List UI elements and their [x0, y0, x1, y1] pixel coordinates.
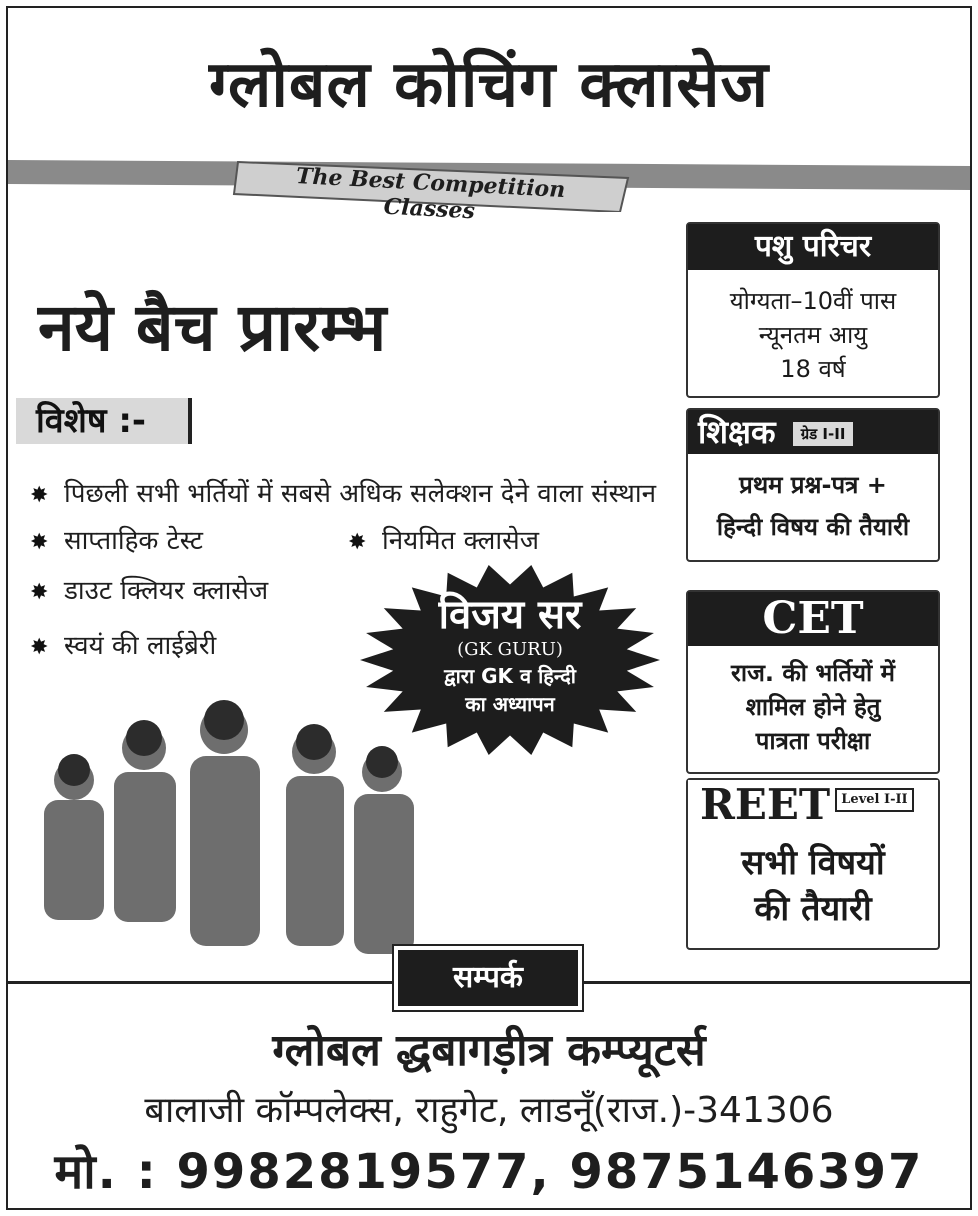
teacher-alias: (GK GURU): [457, 639, 563, 660]
feature-label: डाउट क्लियर क्लासेज: [64, 576, 269, 606]
course-header: [688, 410, 938, 454]
feature-label: स्वयं की लाईब्रेरी: [64, 631, 217, 661]
teacher-line-2: का अध्यापन: [465, 692, 555, 716]
course-box-shikshak: [686, 408, 940, 562]
course-line: सभी विषयों: [741, 843, 885, 883]
teacher-line-1: द्वारा GK व हिन्दी: [444, 664, 576, 688]
course-title: शिक्षक: [698, 413, 776, 451]
grade-badge: ग्रेड I-II: [793, 422, 854, 446]
course-line: राज. की भर्तियों में: [731, 659, 895, 687]
burst-star-icon: ✸: [30, 530, 49, 555]
course-line: हिन्दी विषय की तैयारी: [716, 513, 910, 541]
burst-star-icon: ✸: [30, 635, 49, 660]
course-box-reet: [686, 778, 940, 950]
burst-star-icon: ✸: [30, 483, 49, 508]
list-item: [30, 478, 656, 512]
course-title: REET: [700, 780, 831, 829]
features-heading: विशेष :-: [16, 398, 192, 444]
burst-star-icon: ✸: [30, 580, 49, 605]
burst-star-icon: ✸: [348, 530, 367, 555]
course-line: पात्रता परीक्षा: [755, 727, 871, 755]
list-item: [30, 575, 268, 609]
new-batch-heading: नये बैच प्रारम्भ: [38, 289, 387, 366]
level-badge: Level I-II: [835, 788, 913, 812]
list-item: [30, 525, 203, 559]
list-item: [348, 525, 539, 559]
list-item: [30, 630, 216, 664]
feature-label: नियमित क्लासेज: [382, 526, 540, 556]
mobile-numbers: मो. : 9982819577, 9875146397: [54, 1144, 924, 1200]
course-title: पशु परिचर: [688, 224, 938, 270]
teacher-name: विजय सर: [438, 592, 582, 638]
course-line: योग्यता–10वीं पास: [729, 287, 897, 315]
feature-label: साप्ताहिक टेस्ट: [64, 526, 203, 556]
course-box-pashu: [686, 222, 940, 398]
shop-name: ग्लोबल द्धबागड़ीत्र कम्प्यूटर्स: [272, 1025, 706, 1076]
tagline: The Best Competition Classes: [295, 162, 566, 225]
course-line: न्यूनतम आयु: [758, 321, 868, 349]
feature-label: पिछली सभी भर्तियों में सबसे अधिक सलेक्शन देने वाला संस्थान: [64, 479, 657, 509]
course-box-cet: [686, 590, 940, 774]
course-line: शामिल होने हेतु: [745, 693, 881, 721]
course-line: 18 वर्ष: [780, 355, 846, 383]
course-header: [688, 780, 938, 830]
address: बालाजी कॉम्पलेक्स, राहुगेट, लाडनूँ(राज.)-341306: [144, 1090, 834, 1131]
contact-label: सम्पर्क: [398, 950, 578, 1006]
institute-title: ग्लोबल कोचिंग क्लासेज: [208, 48, 770, 122]
students-group-image: [14, 700, 444, 968]
course-line: प्रथम प्रश्न-पत्र +: [739, 471, 887, 499]
course-title: CET: [688, 592, 938, 646]
course-line: की तैयारी: [754, 889, 872, 929]
